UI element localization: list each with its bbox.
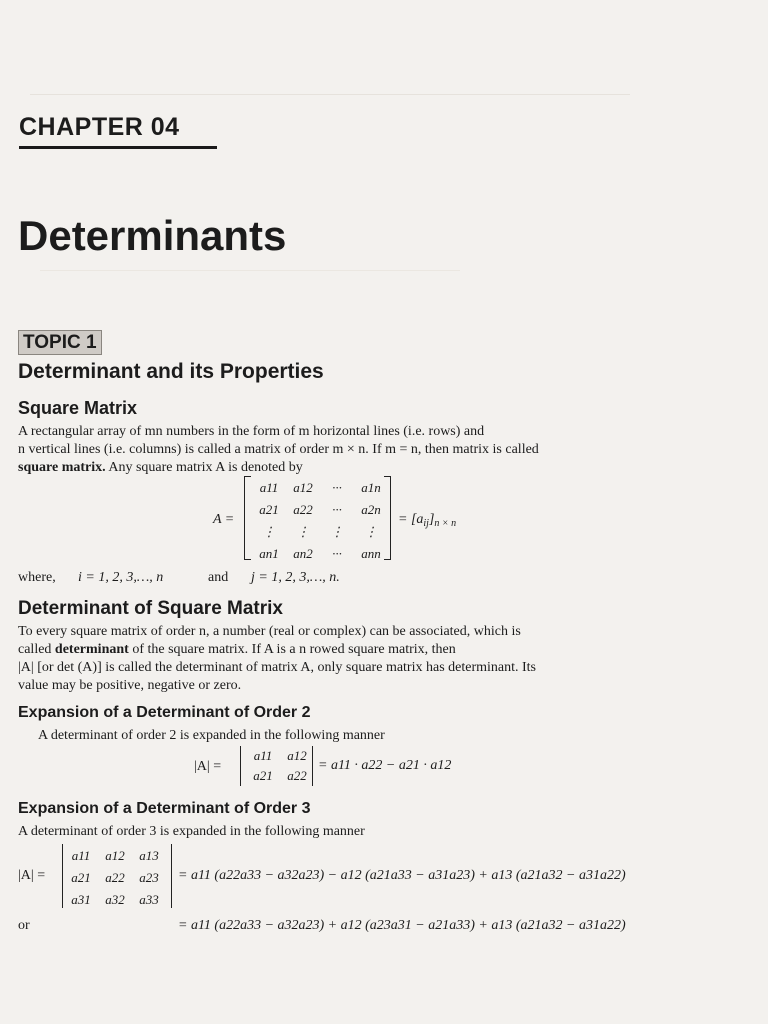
- det2-lhs: |A| =: [194, 759, 222, 774]
- matrix-rhs-close: ]: [428, 512, 435, 527]
- paragraph-line: n vertical lines (i.e. columns) is called a matrix of order m × n. If m = n, then matrix is called: [18, 442, 539, 457]
- or-label: or: [18, 918, 30, 933]
- det3-left-bar: [62, 844, 63, 908]
- section-heading-order-2: Expansion of a Determinant of Order 2: [18, 704, 311, 721]
- det2-cell: a22: [287, 768, 307, 783]
- matrix-cell: ⋮: [364, 524, 378, 539]
- det2-cell: a21: [253, 768, 273, 783]
- matrix-cell: a2n: [361, 502, 381, 517]
- det2-left-bar: [240, 746, 241, 786]
- chapter-label: CHAPTER 04: [19, 113, 180, 141]
- det3-cell: a22: [105, 870, 125, 885]
- where-and: and: [208, 570, 229, 585]
- paragraph-text: Any square matrix A is denoted by: [105, 460, 303, 475]
- det3-cell: a11: [71, 848, 91, 863]
- matrix-cell: ⋮: [330, 524, 344, 539]
- paragraph-line: [18, 640, 456, 659]
- section-heading-determinant: Determinant of Square Matrix: [18, 598, 283, 619]
- paragraph-line: [18, 458, 303, 477]
- matrix-cell: an2: [293, 546, 313, 561]
- matrix-rhs-subscript: ij: [423, 518, 429, 529]
- paragraph-line: |A| [or det (A)] is called the determinant of matrix A, only square matrix has determinant. Its: [18, 660, 537, 675]
- matrix-left-bracket: [244, 476, 251, 560]
- section-heading-square-matrix: Square Matrix: [18, 398, 138, 418]
- det3-cell: a23: [139, 870, 159, 885]
- det3-right-bar: [171, 844, 172, 908]
- matrix-rhs-order: n × n: [434, 518, 457, 529]
- paragraph-line: A determinant of order 3 is expanded in the following manner: [18, 824, 365, 839]
- paragraph-text: called: [18, 642, 55, 657]
- matrix-cell: a12: [293, 480, 313, 495]
- paragraph-line: A determinant of order 2 is expanded in the following manner: [38, 728, 385, 743]
- matrix-cell: ···: [332, 502, 342, 517]
- det2-rhs: = a11 · a22 − a21 · a12: [318, 758, 452, 773]
- bleed-through-mark: [30, 94, 630, 103]
- matrix-cell: a1n: [361, 480, 381, 495]
- matrix-rhs: [398, 512, 456, 529]
- matrix-cell: an1: [259, 546, 279, 561]
- page-title: Determinants: [18, 212, 287, 259]
- matrix-cell: a22: [293, 502, 313, 517]
- bold-term: square matrix.: [18, 460, 106, 475]
- topic-badge: TOPIC 1: [18, 330, 102, 355]
- section-heading-order-3: Expansion of a Determinant of Order 3: [18, 800, 311, 817]
- matrix-cell: ⋮: [296, 524, 310, 539]
- paragraph-line: value may be positive, negative or zero.: [18, 678, 242, 693]
- paragraph-line: A rectangular array of mn numbers in the form of m horizontal lines (i.e. rows) and: [18, 424, 485, 439]
- matrix-cell: ⋮: [262, 524, 276, 539]
- paragraph-text: of the square matrix. If A is a n rowed square matrix, then: [128, 642, 456, 657]
- det3-cell: a33: [139, 892, 159, 907]
- matrix-cell: a11: [259, 480, 279, 495]
- matrix-rhs-text: = [a: [398, 512, 424, 527]
- det3-cell: a32: [105, 892, 125, 907]
- det3-rhs-1: = a11 (a22a33 − a32a23) − a12 (a21a33 − a31a23) + a13 (a21a32 − a31a22): [178, 868, 626, 883]
- topic-heading: Determinant and its Properties: [18, 360, 324, 383]
- where-i-range: i = 1, 2, 3,…, n: [78, 570, 164, 585]
- det3-cell: a13: [139, 848, 159, 863]
- chapter-underline: [19, 146, 217, 149]
- matrix-lhs: A =: [213, 512, 235, 527]
- det3-rhs-2: = a11 (a22a33 − a32a23) + a12 (a23a31 − a21a33) + a13 (a21a32 − a31a22): [178, 918, 626, 933]
- matrix-cell: ···: [332, 480, 342, 495]
- matrix-cell: a21: [259, 502, 279, 517]
- matrix-cell: ann: [361, 546, 381, 561]
- where-label: where,: [18, 570, 56, 585]
- det2-cell: a12: [287, 748, 307, 763]
- where-j-range: j = 1, 2, 3,…, n.: [251, 570, 340, 585]
- bleed-through-mark: [40, 270, 460, 281]
- det3-cell: a12: [105, 848, 125, 863]
- det3-cell: a31: [71, 892, 91, 907]
- det2-cell: a11: [253, 748, 273, 763]
- det3-cell: a21: [71, 870, 91, 885]
- paragraph-line: To every square matrix of order n, a number (real or complex) can be associated, which is: [18, 624, 521, 639]
- det3-lhs: |A| =: [18, 868, 46, 883]
- bold-term: determinant: [54, 642, 129, 657]
- matrix-cell: ···: [332, 546, 342, 561]
